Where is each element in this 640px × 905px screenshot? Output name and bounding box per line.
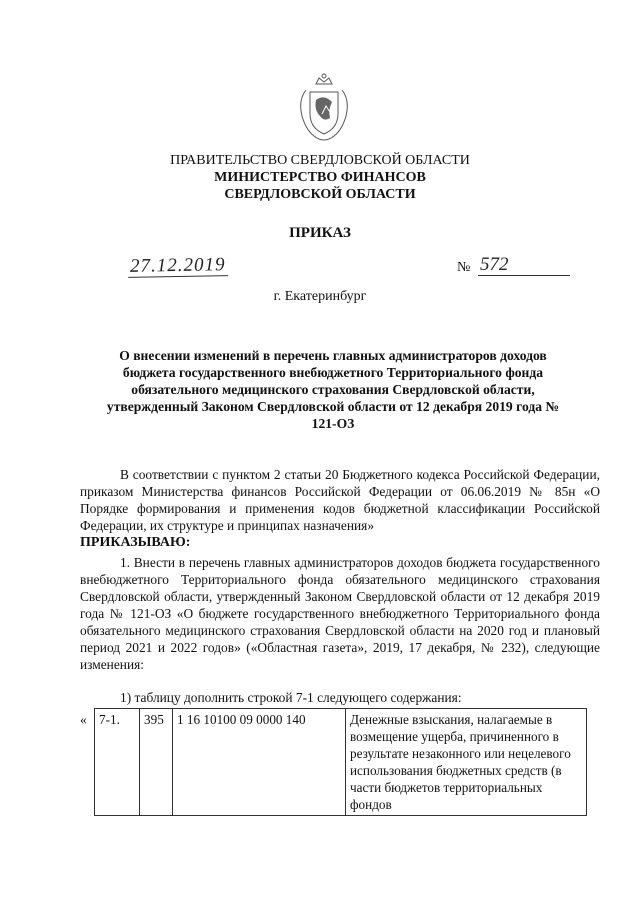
order-number: 572 [478,255,570,276]
cell-admin-code: 395 [140,709,173,816]
preamble-paragraph: В соответствии с пунктом 2 статьи 20 Бюджетного кодекса Российской Федерации, приказом Министерства финансов Российской Федерации от 06.06.2019 № 85н «О Порядке формирования и применения кодов бюджетной классификации Российской Федерации, их структуре и принципах назначения» [80,467,600,533]
city: г. Екатеринбург [273,289,367,304]
opening-quote: « [80,712,87,727]
cell-kbk-code: 1 16 10100 09 0000 140 [173,709,346,816]
document-type: ПРИКАЗ [289,225,351,241]
subclause-1: 1) таблицу дополнить строкой 7-1 следующего содержания: [120,690,462,705]
table-row [95,709,587,816]
coat-of-arms-emblem [294,70,354,146]
document-title: О внесении изменений в перечень главных администраторов доходов бюджета государственного внебюджетного Территориального фонда обязательного медицинского страхования Свердловской области, утвержденный Законом Свердловской области от 12 декабря 2019 года № 121-ОЗ [106,348,560,431]
cell-row-number: 7-1. [95,709,140,816]
government-name: ПРАВИТЕЛЬСТВО СВЕРДЛОВСКОЙ ОБЛАСТИ [170,153,470,168]
ministry-region: СВЕРДЛОВСКОЙ ОБЛАСТИ [224,187,416,202]
cell-income-name: Денежные взыскания, налагаемые в возмещение ущерба, причиненного в результате незаконного или нецелевого использования бюджетных средств (в части бюджетов территориальных фондов [346,709,587,816]
insert-table [94,708,587,816]
ministry-name: МИНИСТЕРСТВО ФИНАНСОВ [214,170,426,185]
number-label: № [457,260,471,275]
order-date: 27.12.2019 [128,255,228,278]
clause-1-paragraph: 1. Внести в перечень главных администраторов доходов бюджета государственного внебюджетного Территориального фонда обязательного медицинского страхования Свердловской области, утвержденный Законом Свердловской области от 12 декабря 2019 года № 121-ОЗ «О бюджете государственного внебюджетного Территориального фонда обязательного медицинского страхования Свердловской области на 2020 год и плановый период 2021 и 2022 годов» («Областная газета», 2019, 17 декабря, № 232), следующие изменения: [80,555,600,672]
order-word: ПРИКАЗЫВАЮ: [80,535,191,550]
